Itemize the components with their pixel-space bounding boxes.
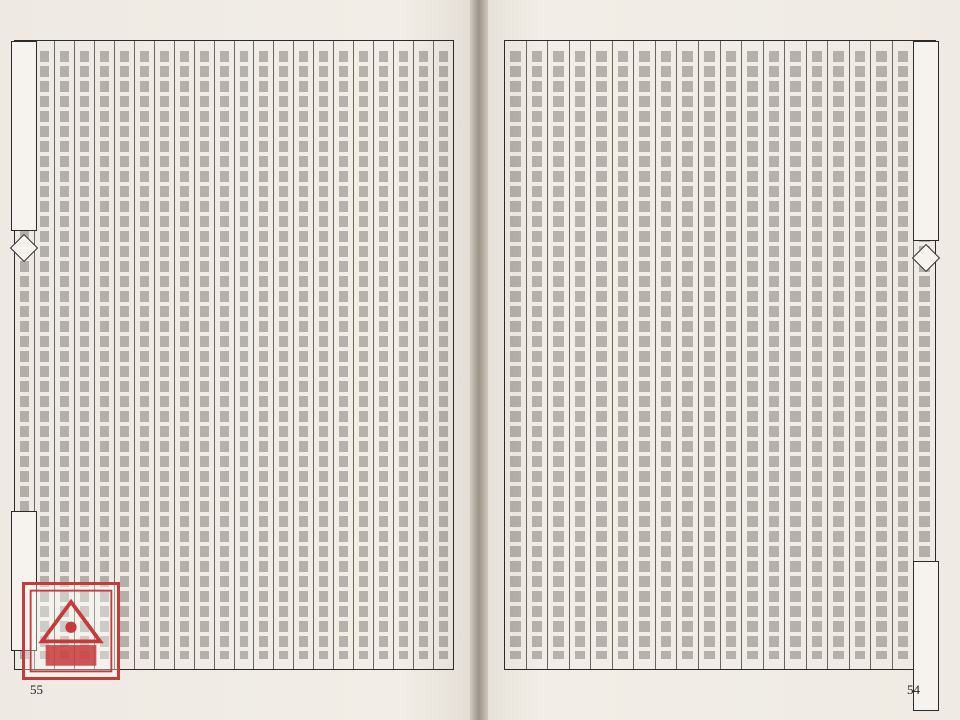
text-column xyxy=(74,41,94,669)
text-column xyxy=(174,41,194,669)
text-column xyxy=(806,41,828,669)
text-column xyxy=(784,41,806,669)
text-column xyxy=(633,41,655,669)
right-margin-tab xyxy=(913,41,939,241)
text-column xyxy=(353,41,373,669)
text-column xyxy=(293,41,313,669)
seal-stamp-icon xyxy=(22,582,120,680)
left-margin-tab xyxy=(11,41,37,231)
text-column xyxy=(590,41,612,669)
text-column xyxy=(612,41,634,669)
page-number-right: 54 xyxy=(907,682,920,697)
text-column xyxy=(313,41,333,669)
text-column xyxy=(676,41,698,669)
text-column xyxy=(134,41,154,669)
text-column xyxy=(94,41,114,669)
text-column xyxy=(849,41,871,669)
text-column xyxy=(154,41,174,669)
text-column xyxy=(214,41,234,669)
text-column xyxy=(433,41,453,669)
text-column xyxy=(54,41,74,669)
text-column xyxy=(505,41,526,669)
text-column xyxy=(393,41,413,669)
left-text-columns xyxy=(15,41,453,669)
text-column xyxy=(827,41,849,669)
text-column xyxy=(114,41,134,669)
left-page xyxy=(0,0,470,720)
page-number-left: 55 xyxy=(30,682,43,697)
text-column xyxy=(413,41,433,669)
right-page xyxy=(488,0,960,720)
text-column xyxy=(698,41,720,669)
text-column xyxy=(234,41,254,669)
text-column xyxy=(741,41,763,669)
text-column xyxy=(870,41,892,669)
text-column xyxy=(194,41,214,669)
book-gutter xyxy=(470,0,488,720)
text-column xyxy=(547,41,569,669)
text-column xyxy=(763,41,785,669)
text-column xyxy=(253,41,273,669)
text-column xyxy=(526,41,548,669)
right-text-columns xyxy=(505,41,935,669)
text-column xyxy=(569,41,591,669)
text-column xyxy=(273,41,293,669)
text-column xyxy=(655,41,677,669)
text-column xyxy=(333,41,353,669)
left-text-block xyxy=(14,40,454,670)
text-column xyxy=(720,41,742,669)
text-column xyxy=(373,41,393,669)
right-text-block xyxy=(504,40,936,670)
text-column xyxy=(892,41,914,669)
